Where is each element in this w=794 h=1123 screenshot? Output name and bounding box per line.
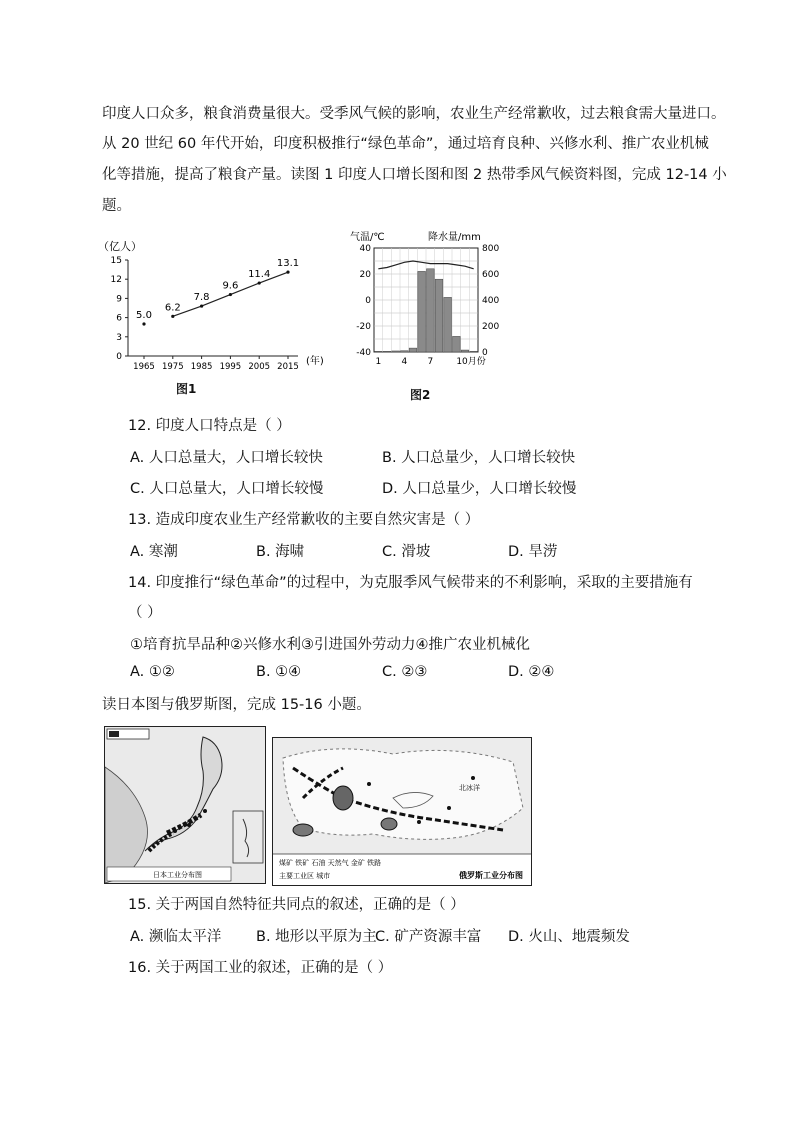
fig2-left-tick: 40 xyxy=(359,244,371,254)
q12-option-b[interactable]: B. 人口总量少，人口增长较快 xyxy=(382,450,576,466)
fig1-data-label: 13.1 xyxy=(276,258,300,270)
russia-map xyxy=(272,737,532,886)
russia-map-ocean: 北冰洋 xyxy=(459,784,480,792)
fig2-left-tick: -20 xyxy=(356,322,371,332)
fig2-precip-bar xyxy=(435,279,443,352)
q15-option-c[interactable]: C. 矿产资源丰富 xyxy=(375,929,482,945)
fig2-xtick-label: 7 xyxy=(427,357,434,367)
q15-option-a[interactable]: A. 濒临太平洋 xyxy=(130,929,222,945)
fig2-precip-bar xyxy=(461,350,469,352)
fig2-right-tick: 0 xyxy=(482,348,488,358)
q14-items: ①培育抗旱品种②兴修水利③引进国外劳动力④推广农业机械化 xyxy=(130,637,530,653)
fig2-left-tick: 0 xyxy=(365,296,371,306)
q12-option-a[interactable]: A. 人口总量大，人口增长较快 xyxy=(130,450,323,466)
fig2-left-label: 气温/℃ xyxy=(350,232,385,243)
intro-line-2: 从 20 世纪 60 年代开始，印度积极推行“绿色革命”，通过培育良种、兴修水利、推广农业机械 xyxy=(102,136,709,152)
fig1-ytick-label: 12 xyxy=(110,275,122,286)
fig2-right-tick: 200 xyxy=(482,322,500,332)
q15-option-b[interactable]: B. 地形以平原为主 xyxy=(256,929,377,945)
fig1-chart xyxy=(98,236,334,376)
japan-map-legend: 日本工业分布图 xyxy=(153,871,202,879)
q14-option-d[interactable]: D. ②④ xyxy=(508,664,555,680)
fig1-xtick-label: 2015 xyxy=(277,362,299,372)
q12-option-c[interactable]: C. 人口总量大，人口增长较慢 xyxy=(130,481,324,497)
fig2-precip-bar xyxy=(470,351,478,352)
russia-map-legend-2: 主要工业区 城市 xyxy=(279,872,331,880)
q14-stem: 14. 印度推行“绿色革命”的过程中，为克服季风气候带来的不利影响，采取的主要措施有 xyxy=(128,575,693,591)
intro-line-3: 化等措施，提高了粮食产量。读图 1 印度人口增长图和图 2 热带季风气候资料图，完成 12-14 小 xyxy=(102,167,727,183)
fig1-data-label: 6.2 xyxy=(164,302,181,314)
q14-paren: （ ） xyxy=(128,605,162,621)
fig1-ytick-label: 0 xyxy=(116,352,122,362)
russia-map-drawing xyxy=(273,738,531,885)
fig1-xtick-label: 1985 xyxy=(190,362,213,372)
russia-map-legend-1: 煤矿 铁矿 石油 天然气 金矿 铁路 xyxy=(279,859,382,867)
fig1-ytick-label: 3 xyxy=(116,332,122,343)
fig1-ylabel: （亿人） xyxy=(98,240,142,253)
fig2-precip-bar xyxy=(444,297,452,352)
q15-option-d[interactable]: D. 火山、地震频发 xyxy=(508,929,630,945)
q13-option-d[interactable]: D. 旱涝 xyxy=(508,544,558,560)
q13-option-c[interactable]: C. 滑坡 xyxy=(382,544,431,560)
q14-option-a[interactable]: A. ①② xyxy=(130,664,175,680)
fig1-caption: 图1 xyxy=(176,382,197,396)
fig1-data-label: 11.4 xyxy=(248,269,271,281)
fig2-precip-bar xyxy=(392,351,400,352)
intro2: 读日本图与俄罗斯图，完成 15-16 小题。 xyxy=(102,697,371,713)
russia-map-caption: 俄罗斯工业分布图 xyxy=(459,871,523,880)
intro-line-4: 题。 xyxy=(102,198,131,214)
fig2-precip-bar xyxy=(453,336,461,352)
japan-map-drawing xyxy=(105,727,265,883)
fig1-data-point xyxy=(142,322,145,325)
q13-option-b[interactable]: B. 海啸 xyxy=(256,544,305,560)
fig2-xtick-label: 10月份 xyxy=(456,357,486,367)
fig1-data-label: 7.8 xyxy=(193,292,210,304)
fig2-precip-bar xyxy=(383,351,391,352)
fig1-ytick-label: 15 xyxy=(110,256,122,266)
fig1-data-point xyxy=(200,304,203,307)
fig1-xunit: (年) xyxy=(306,356,324,367)
fig2-right-tick: 800 xyxy=(482,244,500,254)
japan-map xyxy=(104,726,266,884)
fig1-data-point xyxy=(286,271,289,274)
fig2-xtick-label: 1 xyxy=(375,357,382,367)
q13-stem: 13. 造成印度农业生产经常歉收的主要自然灾害是（ ） xyxy=(128,512,480,528)
fig2-caption: 图2 xyxy=(410,388,431,402)
q15-stem: 15. 关于两国自然特征共同点的叙述，正确的是（ ） xyxy=(128,897,465,913)
q14-option-c[interactable]: C. ②③ xyxy=(382,664,428,680)
fig2-chart xyxy=(348,228,508,373)
q16-stem: 16. 关于两国工业的叙述，正确的是（ ） xyxy=(128,960,393,976)
fig1-xtick-label: 2005 xyxy=(248,362,271,372)
q14-option-b[interactable]: B. ①④ xyxy=(256,664,302,680)
fig1-xtick-label: 1975 xyxy=(161,362,184,372)
q13-option-a[interactable]: A. 寒潮 xyxy=(130,544,178,560)
fig1-data-point xyxy=(171,315,174,318)
fig1-data-label: 9.6 xyxy=(222,280,239,292)
q12-stem: 12. 印度人口特点是（ ） xyxy=(128,418,291,434)
fig1-data-point xyxy=(258,281,261,284)
fig1-data-label: 5.0 xyxy=(136,310,152,321)
fig2-precip-bar xyxy=(418,271,426,352)
fig1-data-point xyxy=(229,293,232,296)
fig2-precip-bar xyxy=(409,348,417,352)
fig2-left-tick: -40 xyxy=(356,348,371,358)
fig1-xtick-label: 1995 xyxy=(219,362,242,372)
q12-option-d[interactable]: D. 人口总量少，人口增长较慢 xyxy=(382,481,577,497)
fig2-right-label: 降水量/mm xyxy=(428,232,481,243)
fig2-right-tick: 400 xyxy=(482,296,500,306)
fig2-precip-bar xyxy=(401,351,409,352)
fig1-ytick-label: 9 xyxy=(116,294,122,305)
fig2-precip-bar xyxy=(375,351,383,352)
fig2-xtick-label: 4 xyxy=(401,357,408,367)
fig2-left-tick: 20 xyxy=(359,270,371,280)
fig1-ytick-label: 6 xyxy=(116,313,122,324)
fig2-right-tick: 600 xyxy=(482,270,500,280)
intro-line-1: 印度人口众多，粮食消费量很大。受季风气候的影响，农业生产经常歉收，过去粮食需大量进口。 xyxy=(102,106,726,122)
fig1-xtick-label: 1965 xyxy=(133,362,155,372)
fig2-precip-bar xyxy=(427,269,435,352)
